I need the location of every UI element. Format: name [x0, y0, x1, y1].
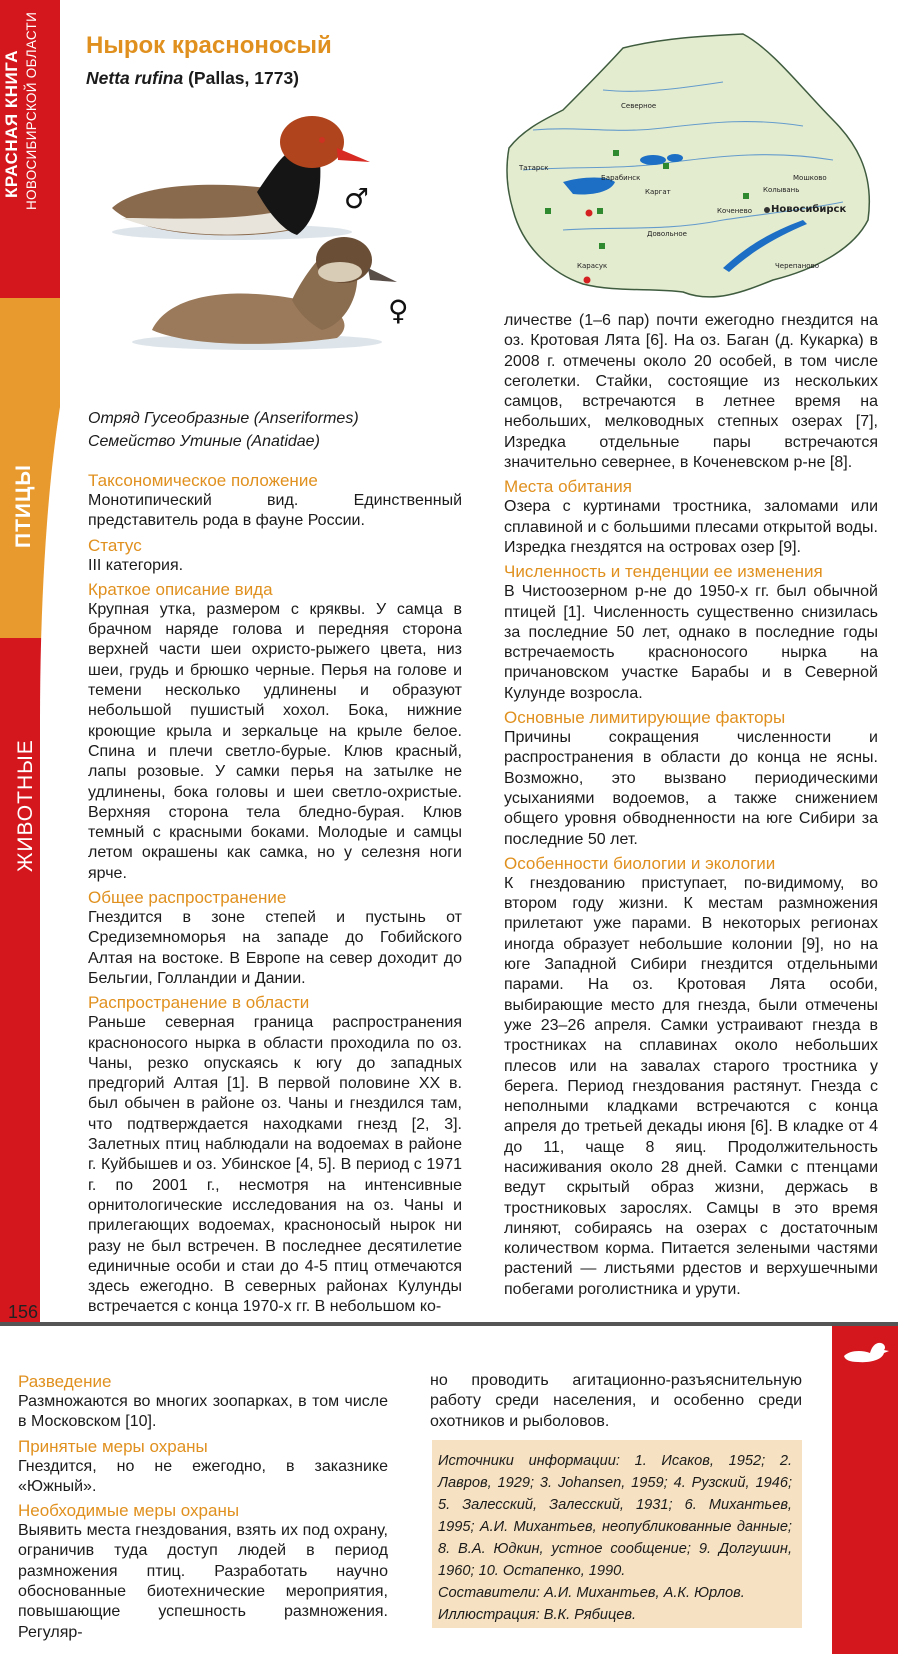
section-text: Гнездится в зоне степей и пустынь от Средиземноморья на западе до Гобийского Алтая на востоке. В Европе на север доходит до Бельгии, Голландии и Дании. — [88, 909, 462, 987]
section-text: Причины сокращения численности и распространения в области до конца не ясны. Возможно, это вызвано периодическими усыханиями водоемов, а также снижением общего уровня обводненности на юге Сибири за последние 50 лет. — [504, 729, 878, 848]
latin-binomial: Netta rufina — [86, 68, 184, 88]
section-text: личестве (1–6 пар) почти ежегодно гнездится на оз. Кротовая Лята [6]. На оз. Баган (д. Кукарка) в 2008 г. отмечены около 20 особей, в том числе сеголетки. Стайки, состоящие из нескольких самцов, встречаются в летнее время на небольших, мелководных степных озерах [7], Изредка отдельные пары встречаются значительно севернее, в Коченевском р-не [8]. — [504, 312, 878, 472]
map-label: Мошково — [793, 174, 827, 182]
section-heading: Таксономическое положение — [88, 471, 318, 490]
taxonomy-lines — [88, 407, 359, 453]
map-label: Каргат — [645, 188, 671, 196]
bottom-left-column — [18, 1368, 388, 1643]
species-title: Нырок красноносый — [86, 32, 332, 59]
section-heading: Места обитания — [504, 477, 632, 497]
left-column — [88, 467, 462, 1318]
map-label: Новосибирск — [771, 204, 847, 215]
section-text: III категория. — [88, 556, 184, 574]
bottom-red-tab — [832, 1326, 898, 1654]
species-latin-name — [86, 68, 299, 89]
section-text: Выявить места гнездования, взять их под охрану, ограничив туда доступ людей в период размножения птиц. Разработать научно обоснованные биотехнические мероприятия, повышающие успешность размножения. Регуляр- — [18, 1522, 388, 1641]
map-label: Карасук — [577, 262, 608, 270]
section-heading: Общее распространение — [88, 888, 287, 908]
map-label: Колывань — [763, 186, 800, 194]
map-label: Барабинск — [601, 174, 641, 182]
bottom-right-column — [430, 1371, 802, 1432]
duck-illustration — [82, 110, 472, 385]
section-text: Гнездится, но не ежегодно, в заказнике «Южный». — [18, 1457, 388, 1495]
city-dot-novosibirsk — [764, 207, 770, 213]
male-duck-illustration — [112, 116, 370, 240]
section-text: В Чистоозерном р-не до 1950-х гг. был обычной птицей [1]. Численность существенно снизилась за последние 50 лет, однако в последние годы встречаемость красноносого нырка на причановском участке Барабы и в Северной Кулунде возросла. — [504, 583, 878, 702]
sources-illustration: Иллюстрация: В.К. Рябицев. — [438, 1607, 637, 1623]
sources-box — [432, 1440, 802, 1628]
latin-author: (Pallas, 1773) — [188, 68, 300, 88]
section-text: Раньше северная граница распространения красноносого нырка в области проходила по оз. Чаны, резко опускаясь к югу до западных предгорий Алтая [1]. В первой половине XX в. был обычен в районе оз. Чаны и гнездился там, что подтверждается находками гнезд [2, 3]. Залетных птиц наблюдали на водоемах в районе г. Куйбышев и оз. Убинское [4, 5]. В период с 1971 г. по 2001 г., несмотря на интенсивные орнитологические исследования на оз. Чаны и прилегающих водоемах, красноносый нырок ни разу не был встречен. В последнее десятилетие единичные особи и стаи до 4-5 птиц отмечаются здесь ежегодно. В северных районах Кулунды встречается с конца 1970-х гг. В небольшом ко- — [88, 1014, 462, 1316]
duck-icon — [840, 1336, 890, 1366]
spine-book-region: НОВОСИБИРСКОЙ ОБЛАСТИ — [24, 11, 39, 210]
section-heading: Особенности биологии и экологии — [504, 853, 776, 873]
section-heading: Распространение в области — [88, 993, 310, 1013]
spine-book-title: КРАСНАЯ КНИГА — [2, 49, 21, 198]
sources-compilers: Составители: А.И. Михантьев, А.К. Юрлов. — [438, 1585, 745, 1601]
spine-section-birds: ПТИЦЫ — [12, 464, 35, 548]
section-text: но проводить агитационно-разъяснительную работу среди населения, и особенно среди охотников и рыболовов. — [430, 1372, 802, 1430]
sources-info: Источники информации: 1. Исаков, 1952; 2. Лавров, 1929; 3. Johansen, 1959; 4. Рузский, 1946; 5. Залесский, Залесский, 1931; 6. Михантьев, 1995; А.И. Михантьев, неопубликованные данные; 8. В.А. Юдкин, устное сообщение; 9. Долгушин, 1960; 10. Остапенко, 1990. — [438, 1453, 792, 1579]
section-text: К гнездованию приступает, по-видимому, во втором году жизни. К местам размножения прилетают уже парами. В некоторых регионах иногда образует небольшие колонии [9], но на юге Западной Сибири гнездится отдельными парами. На оз. Кротовая Лята особи, выбирающие место для гнезда, были отмечены уже 23–26 апреля. Самки устраивают гнезда в тростниках на сплавинах около небольших плесов или на завалах старого тростника у берега. Период гнездования растянут. Гнезда с неполными кладками встречаются с конца апреля до третьей декады июня [6]. В кладке от 4 до 11, чаще 8 яиц. Продолжительность насиживания около 28 дней. Самки с птенцами ведут скрытый образ жизни, держась в тростниковых зарослях. Самцы в это время линяют, собираясь на озерах с достаточным количеством корма. Питается зелеными частями растений — листьями рдестов и верхушечными побегами роголистника и урути. — [504, 874, 878, 1298]
spine-section-animals: ЖИВОТНЫЕ — [14, 739, 37, 872]
section-text: Озера с куртинами тростника, заломами или сплавиной и с большими плесами открытой воды. Изредка гнездятся на островах озер [9]. — [504, 498, 878, 556]
section-heading: Численность и тенденции ее изменения — [504, 562, 823, 582]
map-label: Коченево — [717, 207, 752, 215]
page-number: 156 — [8, 1302, 39, 1322]
family-line: Семейство Утиные (Anatidae) — [88, 433, 320, 450]
male-symbol: ♂ — [344, 182, 370, 215]
map-label: Татарск — [519, 164, 549, 172]
female-duck-illustration — [132, 237, 397, 350]
section-heading: Статус — [88, 535, 142, 555]
map-label: Черепаново — [775, 262, 819, 270]
female-symbol: ♀ — [388, 294, 409, 327]
section-text: Крупная утка, размером с кряквы. У самца в брачном наряде голова и передняя сторона верхней части шеи охристо-рыжего цвета, низ шеи, грудь и брюшко черные. Перья на голове и темени несколько удлинены и образуют небольшой пушистый хохол. Бока, нижние кроющие крыла и зеркальце на крыле белое. Спина и плечи светло-бурые. Клюв красный, лапы розовые. У самки перья на затылке не удлинены, бока головы и шеи светло-охристые. Верхняя сторона тела бледно-бурая. Клюв темный с красными боками. Молодые и самцы летом окрашены как самка, но у селезня ноги ярче. — [88, 600, 462, 882]
section-heading: Необходимые меры охраны — [18, 1501, 240, 1521]
section-heading: Основные лимитирующие факторы — [504, 708, 786, 728]
section-text: Размножаются во многих зоопарках, в том числе в Московском [10]. — [18, 1393, 388, 1431]
section-heading: Принятые меры охраны — [18, 1436, 208, 1456]
map-label: Северное — [621, 102, 657, 110]
order-line: Отряд Гусеобразные (Anseriformes) — [88, 410, 359, 427]
section-text: Монотипический вид. Единственный представитель рода в фауне России. — [88, 492, 462, 530]
section-heading: Разведение — [18, 1372, 112, 1391]
distribution-map — [503, 30, 878, 308]
section-heading: Краткое описание вида — [88, 579, 273, 599]
right-column — [504, 311, 878, 1300]
map-label: Довольное — [647, 230, 687, 238]
